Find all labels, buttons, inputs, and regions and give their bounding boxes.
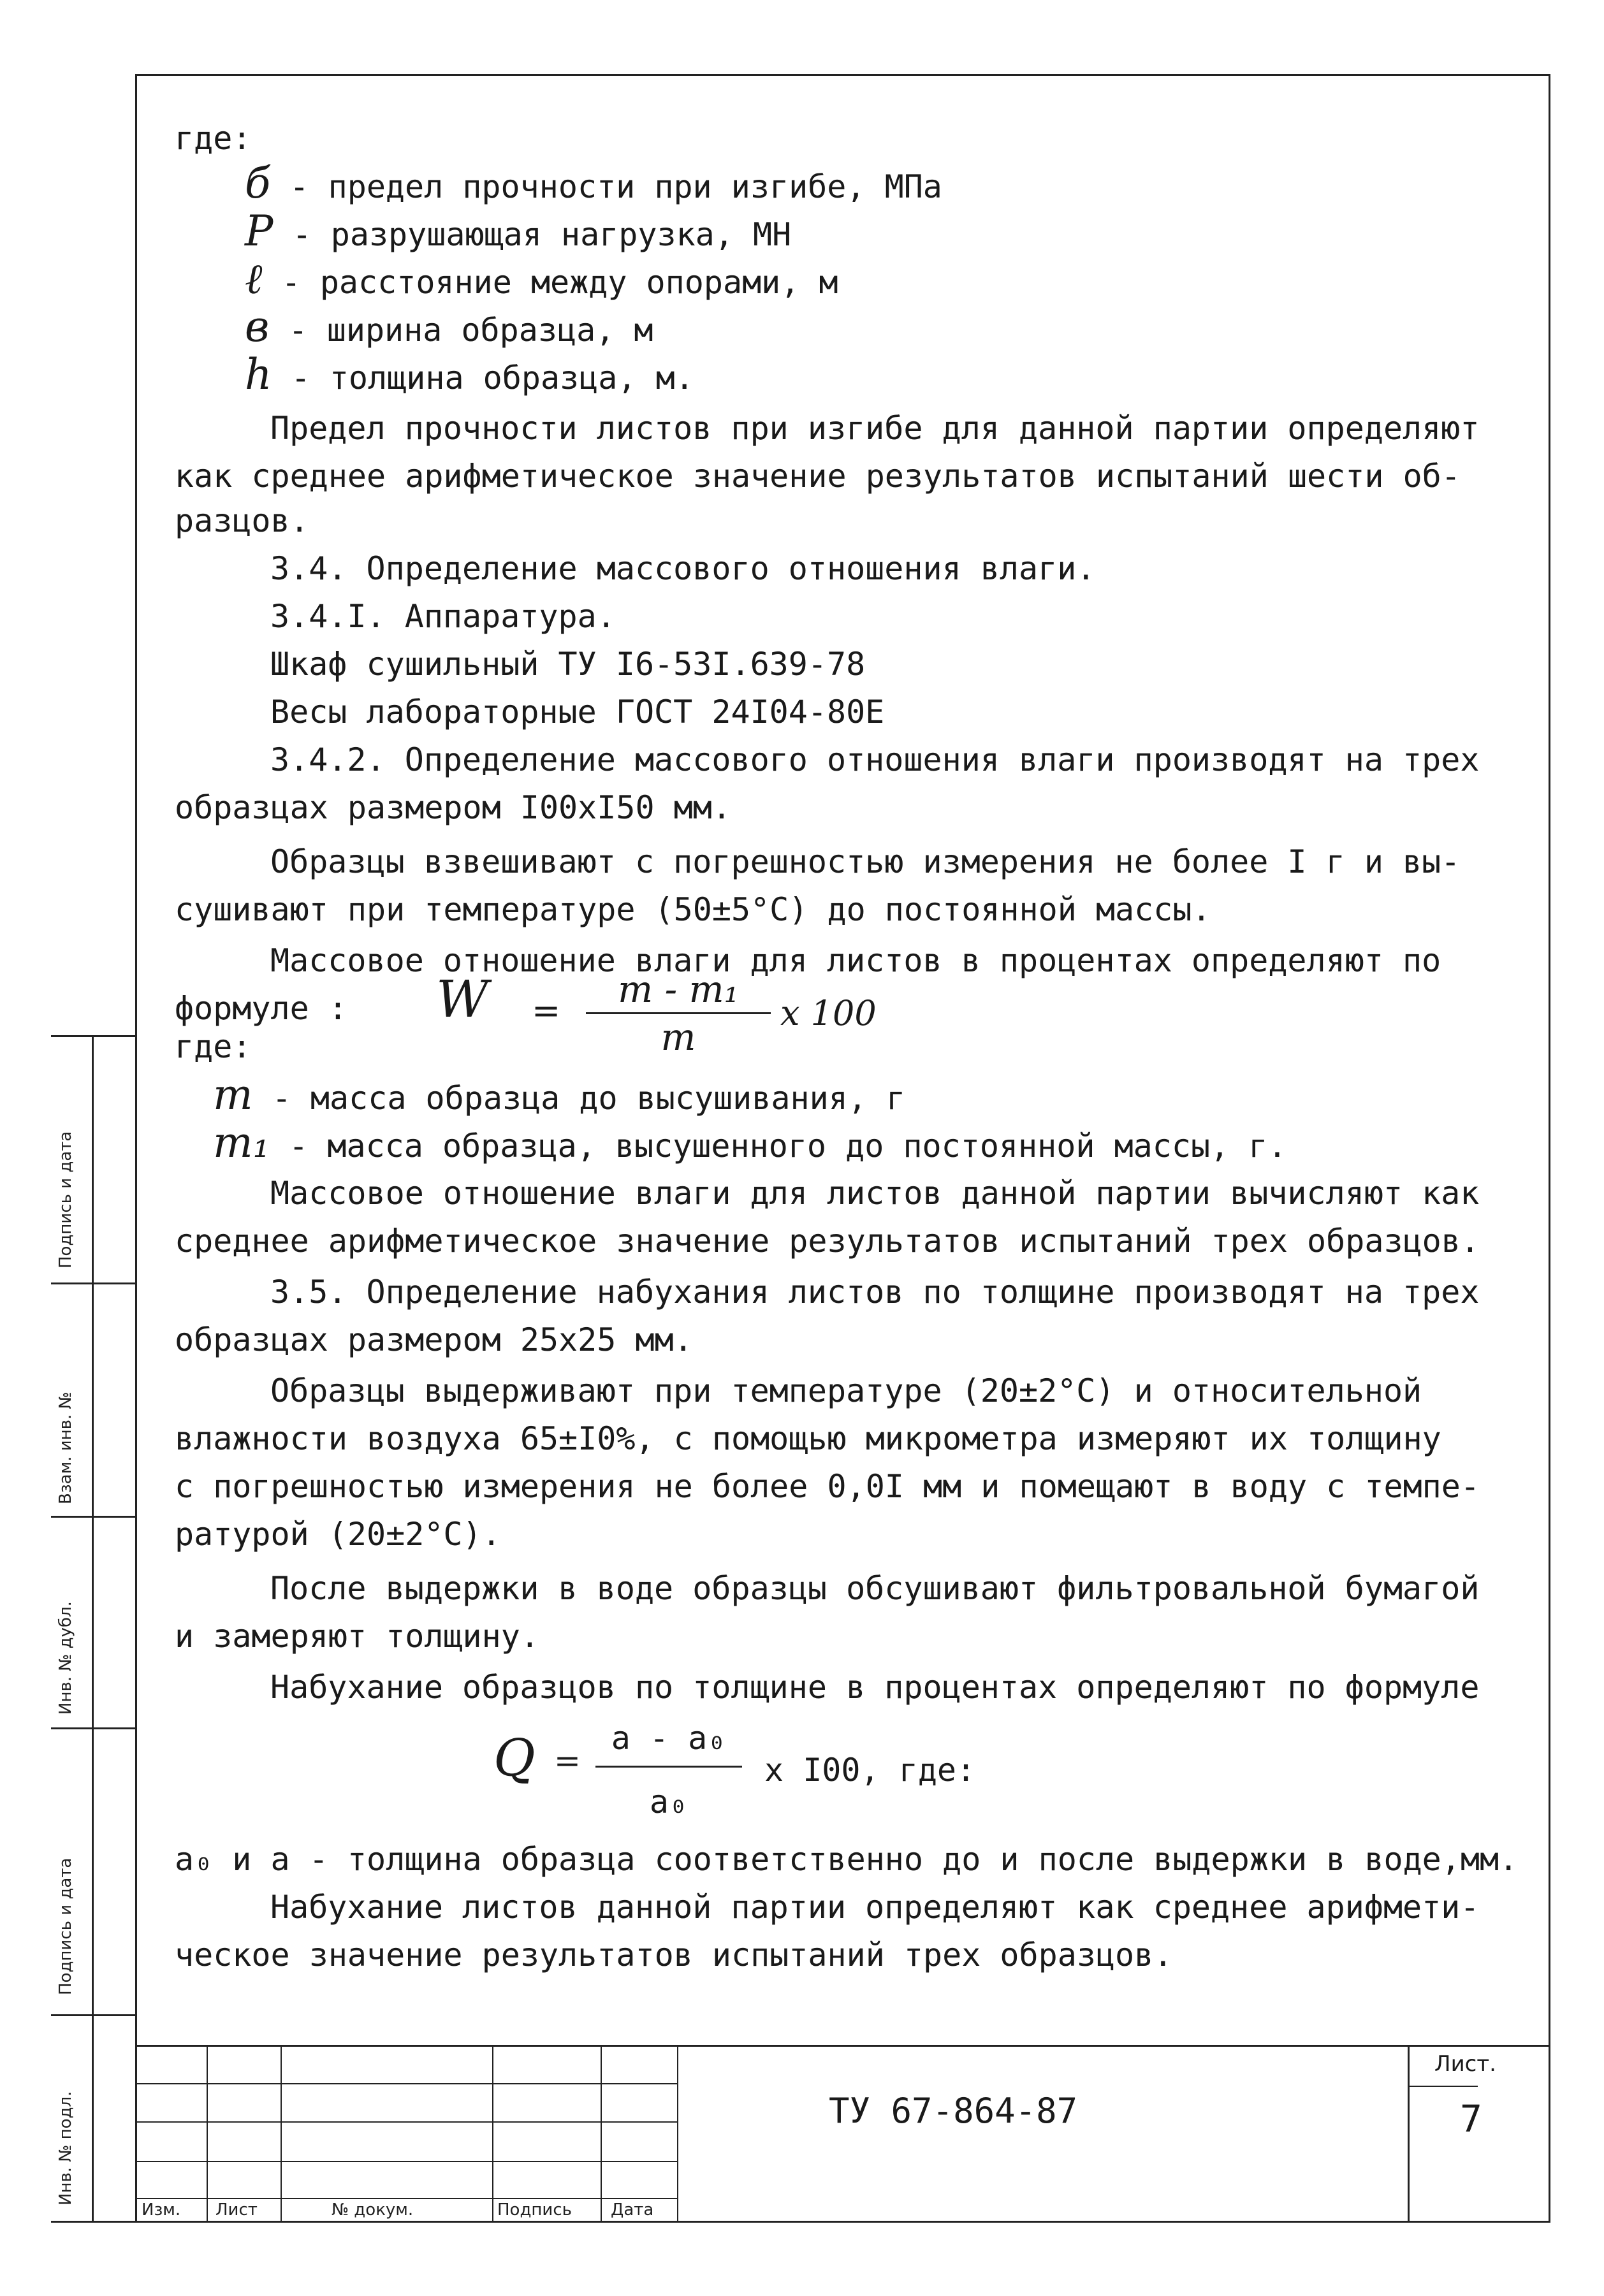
formula-w-multiplier: x 100: [780, 993, 877, 1033]
frame-bottom-line: [135, 2221, 1549, 2223]
formula-w-eq: =: [532, 991, 561, 1031]
paragraph-line: Набухание образцов по толщине в процентах определяют по формуле: [270, 1669, 1480, 1706]
paragraph-line: влажности воздуха 65±I0%, с помощью микрометра измеряют их толщину: [175, 1420, 1441, 1457]
stamp-col-signature: [493, 2045, 602, 2221]
paragraph-line: ческое значение результатов испытаний трех образцов.: [175, 1936, 1173, 1973]
paragraph-line: как среднее арифметическое значение результатов испытаний шести об-: [175, 458, 1461, 495]
stamp-label-doc: № докум.: [332, 2200, 414, 2220]
equipment-line: Шкаф сушильный ТУ I6-53I.639-78: [270, 646, 866, 683]
def-m1: m₁ - масса образца, высушенного до постоянной массы, г.: [213, 1118, 1287, 1167]
paragraph-line: Образцы выдерживают при температуре (20±2°С) и относительной: [270, 1372, 1422, 1409]
formula-q-denominator: a₀: [649, 1784, 689, 1820]
section-3-4-1-heading: 3.4.I. Аппаратура.: [270, 598, 616, 635]
stamp-col-list: [208, 2045, 282, 2221]
side-label-original-inv: Инв. № подл.: [56, 2091, 75, 2205]
document-code: ТУ 67-864-87: [829, 2091, 1078, 2131]
section-3-5-heading: 3.5. Определение набухания листов по толщине производят на трех: [270, 1274, 1480, 1311]
sheet-label: Лист.: [1434, 2051, 1496, 2077]
section-3-4-2-heading: 3.4.2. Определение массового отношения влаги производят на трех: [270, 741, 1480, 778]
symbol-p: P: [245, 207, 273, 256]
paragraph-line: сушивают при температуре (50±5°С) до постоянной массы.: [175, 891, 1211, 928]
paragraph-line: среднее арифметическое значение результатов испытаний трех образцов.: [175, 1223, 1480, 1260]
section-3-4-heading: 3.4. Определение массового отношения влаги.: [270, 550, 1096, 587]
side-label-dup-inv: Инв. № дубл.: [56, 1601, 75, 1715]
formula-w-numerator: m - m₁: [618, 968, 739, 1011]
side-label-signature-date: Подпись и дата: [56, 1131, 75, 1268]
formula-q-numerator: a - a₀: [611, 1720, 727, 1757]
where-label: где:: [175, 120, 252, 157]
symbol-sigma: б: [245, 159, 271, 208]
sheet-number: 7: [1460, 2097, 1482, 2140]
side-label-signature-date-2: Подпись и дата: [56, 1857, 75, 1995]
symbol-h: h: [245, 350, 272, 399]
side-label-replaces-inv: Взам. инв. №: [56, 1391, 75, 1504]
paragraph-line: Образцы взвешивают с погрешностью измерения не более I г и вы-: [270, 843, 1461, 880]
formula-q-eq: =: [554, 1742, 581, 1779]
def-sigma: б - предел прочности при изгибе, МПа: [245, 159, 942, 208]
stamp-col-doc: [282, 2045, 493, 2221]
formula-q-tail: x I00, где:: [764, 1752, 976, 1789]
formula-q-bar: [595, 1766, 742, 1768]
formula-intro: формуле :: [175, 990, 347, 1027]
equipment-line: Весы лабораторные ГОСТ 24I04-80Е: [270, 694, 885, 730]
paragraph-line: с погрешностью измерения не более 0,0I мм и помещают в воду с темпе-: [175, 1468, 1480, 1505]
side-divider: [51, 2221, 135, 2223]
paragraph-line: Предел прочности листов при изгибе для данной партии определяют: [270, 410, 1480, 447]
def-h: h - толщина образца, м.: [245, 350, 694, 399]
paragraph-line: Массовое отношение влаги для листов данной партии вычисляют как: [270, 1175, 1480, 1212]
formula-q-lhs: Q: [493, 1728, 536, 1787]
paragraph-line: ратурой (20±2°С).: [175, 1516, 501, 1553]
paragraph-line: образцах размером I00xI50 мм.: [175, 789, 731, 826]
def-b: в - ширина образца, м: [245, 302, 653, 351]
sheet-label-underline: [1408, 2086, 1478, 2087]
paragraph-line: a₀ и a - толщина образца соответственно до и после выдержки в воде,мм.: [175, 1841, 1519, 1878]
stamp-label-signature: Подпись: [497, 2200, 572, 2220]
stamp-label-izm: Изм.: [142, 2200, 181, 2220]
formula-w-denominator: m: [660, 1015, 696, 1059]
side-strip-line: [92, 1035, 94, 2221]
paragraph-line: Набухание листов данной партии определяют как среднее арифмети-: [270, 1889, 1480, 1926]
def-m: m - масса образца до высушивания, г: [213, 1070, 906, 1119]
def-l: ℓ - расстояние между опорами, м: [245, 254, 838, 303]
paragraph-line: Массовое отношение влаги для листов в процентах определяют по: [270, 942, 1441, 979]
paragraph-line: и замеряют толщину.: [175, 1618, 539, 1655]
where-label-2: где:: [175, 1028, 252, 1065]
paragraph-line: разцов.: [175, 502, 309, 539]
stamp-label-date: Дата: [611, 2200, 654, 2220]
symbol-b: в: [245, 302, 270, 351]
formula-w-lhs: W: [436, 970, 489, 1029]
symbol-l: ℓ: [245, 254, 263, 303]
stamp-col-date: [602, 2045, 678, 2221]
paragraph-line: образцах размером 25x25 мм.: [175, 1321, 693, 1358]
symbol-m1: m₁: [213, 1118, 270, 1167]
paragraph-line: После выдержки в воде образцы обсушивают фильтровальной бумагой: [270, 1570, 1480, 1607]
sheet-box-divider: [1408, 2045, 1410, 2221]
symbol-m: m: [213, 1070, 253, 1119]
def-p: P - разрушающая нагрузка, МН: [245, 207, 792, 256]
stamp-col-izm: [135, 2045, 208, 2221]
stamp-label-list: Лист: [215, 2200, 258, 2220]
